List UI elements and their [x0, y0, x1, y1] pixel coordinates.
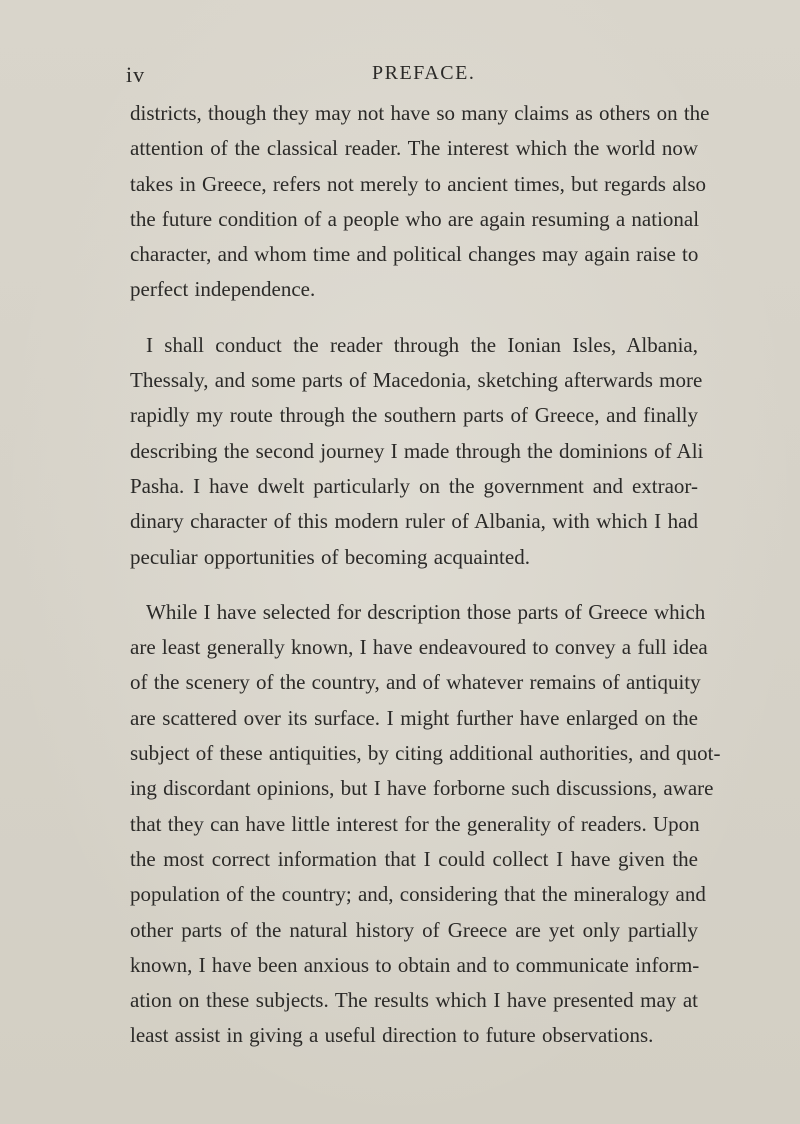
text-line: dinary character of this modern ruler of Albania, with which I had	[130, 509, 698, 534]
text-line: character, and whom time and political changes may again raise to	[130, 242, 699, 267]
text-line: population of the country; and, considering that the mineralogy and	[130, 882, 706, 907]
paragraph-2	[130, 328, 704, 575]
text-line: While I have selected for description those parts of Greece which	[146, 599, 706, 624]
text-line: attention of the classical reader. The interest which the world now	[130, 136, 698, 161]
text-line: least assist in giving a useful direction to future observations.	[130, 1023, 654, 1048]
text-line: are scattered over its surface. I might further have enlarged on the	[130, 705, 698, 730]
paragraph-3	[130, 595, 721, 1054]
text-line: that they can have little interest for the generality of readers. Upon	[130, 811, 700, 836]
running-title: PREFACE.	[372, 62, 476, 84]
running-head	[126, 62, 716, 92]
text-line: I shall conduct the reader through the Ionian Isles, Albania,	[146, 332, 698, 357]
text-line: the future condition of a people who are again resuming a national	[130, 206, 700, 231]
text-line: Pasha. I have dwelt particularly on the government and extraor-	[130, 473, 698, 498]
text-line: are least generally known, I have endeavoured to convey a full idea	[130, 635, 708, 660]
text-line: other parts of the natural history of Greece are yet only partially	[130, 917, 698, 942]
text-line: perfect independence.	[130, 277, 316, 302]
text-line: ing discordant opinions, but I have forborne such discussions, aware	[130, 776, 714, 801]
text-line: known, I have been anxious to obtain and to communicate inform-	[130, 952, 700, 977]
text-line: rapidly my route through the southern parts of Greece, and finally	[130, 403, 698, 428]
text-line: takes in Greece, refers not merely to ancient times, but regards also	[130, 171, 707, 196]
paragraph-1	[130, 96, 710, 308]
text-line: Thessaly, and some parts of Macedonia, sketching afterwards more	[130, 368, 703, 393]
text-line: districts, though they may not have so many claims as others on the	[130, 101, 710, 125]
text-line: of the scenery of the country, and of whatever remains of antiquity	[130, 670, 701, 695]
text-line: describing the second journey I made through the dominions of Ali	[130, 438, 704, 463]
page-number: iv	[126, 62, 146, 87]
text-line: the most correct information that I could collect I have given the	[130, 846, 698, 871]
text-line: subject of these antiquities, by citing additional authorities, and quot-	[130, 741, 721, 766]
body-text	[130, 96, 721, 1074]
text-line: ation on these subjects. The results which I have presented may at	[130, 988, 698, 1013]
text-line: peculiar opportunities of becoming acquainted.	[130, 544, 530, 569]
